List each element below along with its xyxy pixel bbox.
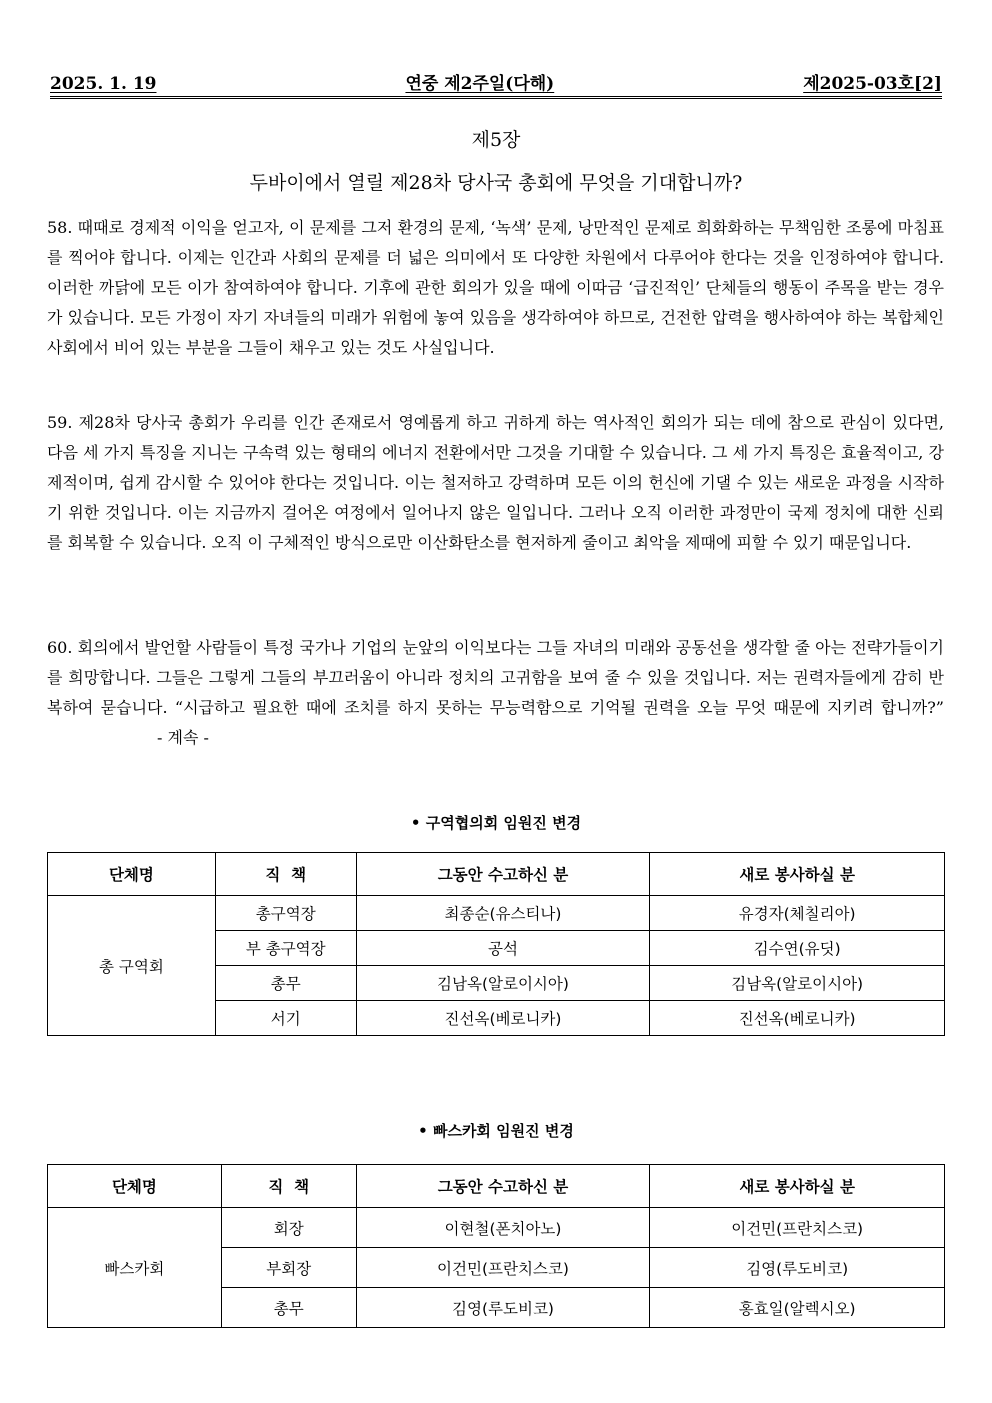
new-cell: 김수연(유딧) (650, 931, 945, 966)
district-council-table (47, 852, 945, 1036)
pascha-club-table (47, 1164, 945, 1328)
paragraph-60 (47, 633, 944, 753)
header-previous: 그동안 수고하신 분 (356, 853, 650, 896)
header-new: 새로 봉사하실 분 (650, 1165, 945, 1208)
header-position: 직 책 (221, 1165, 356, 1208)
header-week: 연중 제2주일(다해) (405, 74, 555, 94)
paragraph-58: 58. 때때로 경제적 이익을 얻고자, 이 문제를 그저 환경의 문제, ‘녹색’ 문제, 낭만적인 문제로 희화화하는 무책임한 조롱에 마침표를 찍어야 합니다. 이제는 인간과 사회의 문제를 더 넓은 의미에서 또 다양한 차원에서 다루어야 한다는 것을 인정하여야 합니다. 이러한 까닭에 모든 이가 참여하여야 합니다. 기후에 관한 회의가 있을 때에 이따금 ‘급진적인’ 단체들의 행동이 주목을 받는 경우가 있습니다. 모든 가정이 자기 자녀들의 미래가 위험에 놓여 있음을 생각하여야 하므로, 건전한 압력을 행사하여야 하는 복합체인 사회에서 비어 있는 부분을 그들이 채우고 있는 것도 사실입니다. (47, 218, 944, 357)
continued-note: - 계속 - (157, 728, 209, 747)
header-position: 직 책 (215, 853, 356, 896)
table-row (48, 1208, 945, 1248)
chapter-number: 제5장 (471, 129, 521, 151)
group-name: 총 구역회 (48, 896, 216, 1036)
position-cell: 부 총구역장 (215, 931, 356, 966)
position-cell: 서기 (215, 1001, 356, 1036)
previous-cell: 공석 (356, 931, 650, 966)
table-header-row (48, 1165, 945, 1208)
position-cell: 부회장 (221, 1248, 356, 1288)
new-cell: 김영(루도비코) (650, 1248, 945, 1288)
previous-cell: 최종순(유스티나) (356, 896, 650, 931)
previous-cell: 이현철(폰치아노) (356, 1208, 650, 1248)
previous-cell: 김남옥(알로이시아) (356, 966, 650, 1001)
header-previous: 그동안 수고하신 분 (356, 1165, 650, 1208)
previous-cell: 진선옥(베로니카) (356, 1001, 650, 1036)
position-cell: 회장 (221, 1208, 356, 1248)
table-row (48, 896, 945, 931)
header-date: 2025. 1. 19 (50, 74, 157, 94)
header-new: 새로 봉사하실 분 (650, 853, 945, 896)
page-header (50, 70, 942, 99)
table-header-row (48, 853, 945, 896)
previous-cell: 이건민(프란치스코) (356, 1248, 650, 1288)
header-group: 단체명 (48, 1165, 222, 1208)
new-cell: 홍효일(알렉시오) (650, 1288, 945, 1328)
new-cell: 이건민(프란치스코) (650, 1208, 945, 1248)
group-name: 빠스카회 (48, 1208, 222, 1328)
new-cell: 김남옥(알로이시아) (650, 966, 945, 1001)
header-group: 단체명 (48, 853, 216, 896)
section-title-pascha: • 빠스카회 임원진 변경 (418, 1122, 574, 1140)
chapter-title: 두바이에서 열릴 제28차 당사국 총회에 무엇을 기대합니까? (249, 172, 743, 194)
new-cell: 유경자(체칠리아) (650, 896, 945, 931)
previous-cell: 김영(루도비코) (356, 1288, 650, 1328)
header-issue: 제2025-03호[2] (803, 74, 942, 94)
position-cell: 총무 (215, 966, 356, 1001)
position-cell: 총구역장 (215, 896, 356, 931)
new-cell: 진선옥(베로니카) (650, 1001, 945, 1036)
paragraph-59: 59. 제28차 당사국 총회가 우리를 인간 존재로서 영예롭게 하고 귀하게 하는 역사적인 회의가 되는 데에 참으로 관심이 있다면, 다음 세 가지 특징을 지니는 구속력 있는 형태의 에너지 전환에서만 그것을 기대할 수 있습니다. 그 세 가지 특징은 효율적이고, 강제적이며, 쉽게 감시할 수 있어야 한다는 것입니다. 이는 철저하고 강력하며 모든 이의 헌신에 기댈 수 있는 새로운 과정을 시작하기 위한 것입니다. 이는 지금까지 걸어온 여정에서 일어나지 않은 일입니다. 그러나 오직 이러한 과정만이 국제 정치에 대한 신뢰를 회복할 수 있습니다. 오직 이 구체적인 방식으로만 이산화탄소를 현저하게 줄이고 최악을 제때에 피할 수 있기 때문입니다. (47, 413, 944, 552)
position-cell: 총무 (221, 1288, 356, 1328)
section-title-district: • 구역협의회 임원진 변경 (410, 814, 582, 832)
paragraph-60-text: 60. 회의에서 발언할 사람들이 특정 국가나 기업의 눈앞의 이익보다는 그들 자녀의 미래와 공동선을 생각할 줄 아는 전략가들이기를 희망합니다. 그들은 그렇게 그들의 부끄러움이 아니라 정치의 고귀함을 보여 줄 수 있을 것입니다. 저는 권력자들에게 감히 반복하여 묻습니다. “시급하고 필요한 때에 조치를 하지 못하는 무능력함으로 기억될 권력을 오늘 무엇 때문에 지키려 합니까?” (47, 638, 944, 717)
